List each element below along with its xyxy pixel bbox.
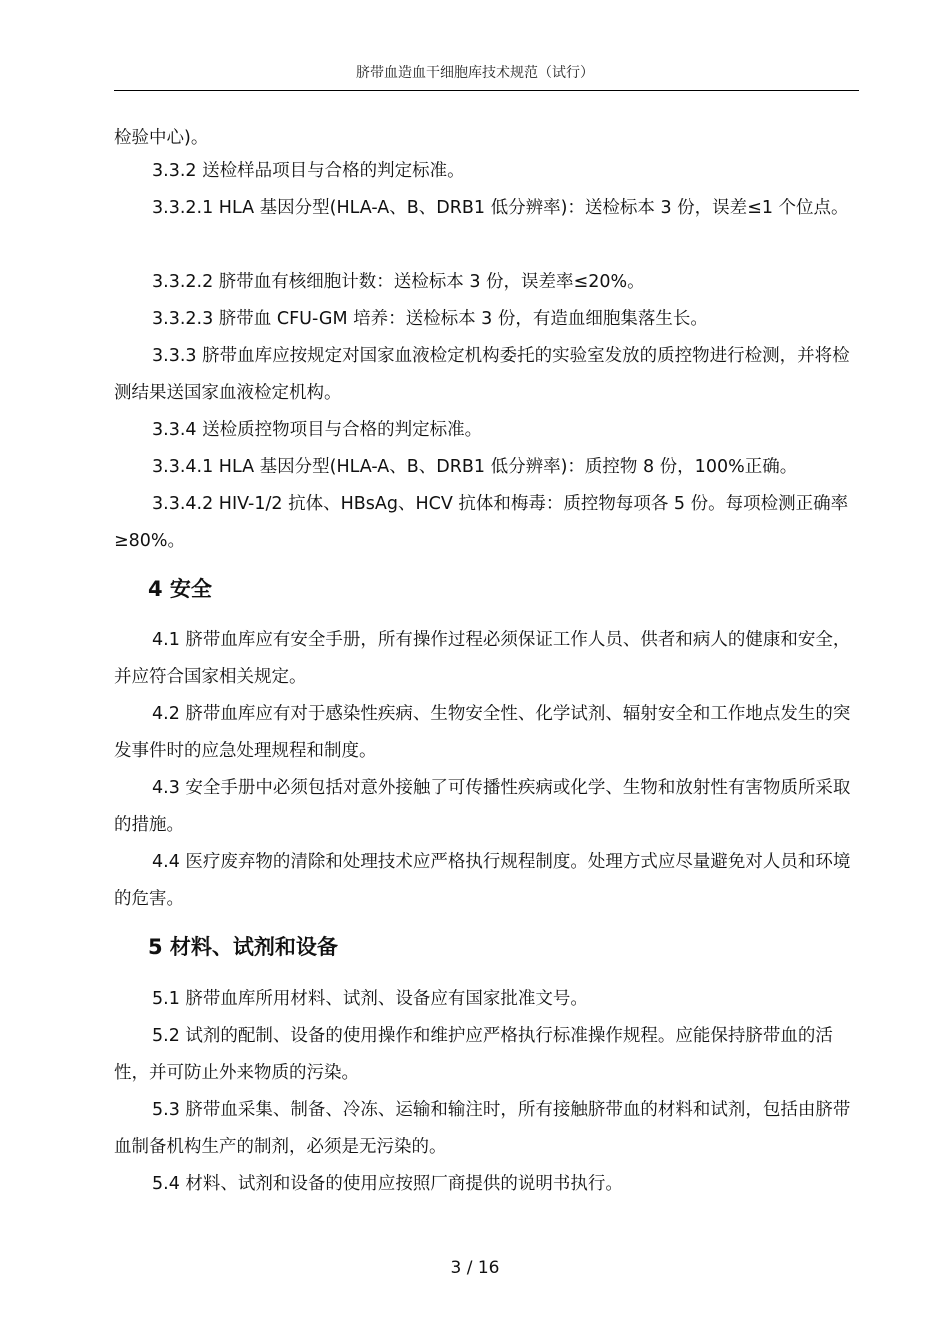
page-number: 3 / 16 <box>450 1258 500 1278</box>
paragraph-3-3-2-3: 3.3.2.3 脐带血 CFU-GM 培养：送检标本 3 份，有造血细胞集落生长。 <box>152 309 708 329</box>
paragraph-3-3-4-1: 3.3.4.1 HLA 基因分型(HLA-A、B、DRB1 低分辨率)：质控物 8 份，100%正确。 <box>152 457 798 477</box>
paragraph-3-3-2-1: 3.3.2.1 HLA 基因分型(HLA-A、B、DRB1 低分辨率)：送检标本 3 份，误差≤1 个位点。 <box>152 198 849 218</box>
paragraph-3-3-2-2: 3.3.2.2 脐带血有核细胞计数：送检标本 3 份，误差率≤20%。 <box>152 272 645 292</box>
paragraph-3-3-2: 3.3.2 送检样品项目与合格的判定标准。 <box>152 161 465 181</box>
section-heading-safety: 4 安全 <box>148 577 212 601</box>
header-divider <box>114 90 859 91</box>
page-header-title: 脐带血造血干细胞库技术规范（试行） <box>356 65 594 81</box>
paragraph-4-1: 4.1 脐带血库应有安全手册，所有操作过程必须保证工作人员、供者和病人的健康和安全，并应符合国家相关规定。 <box>114 630 851 687</box>
paragraph-3-3-4: 3.3.4 送检质控物项目与合格的判定标准。 <box>152 420 483 440</box>
paragraph-5-4: 5.4 材料、试剂和设备的使用应按照厂商提供的说明书执行。 <box>152 1174 623 1194</box>
section-heading-materials: 5 材料、试剂和设备 <box>148 935 338 959</box>
paragraph-5-3: 5.3 脐带血采集、制备、冷冻、运输和输注时，所有接触脐带血的材料和试剂，包括由脐带血制备机构生产的制剂，必须是无污染的。 <box>114 1100 851 1157</box>
paragraph-continuation: 检验中心)。 <box>114 128 209 148</box>
paragraph-3-3-3: 3.3.3 脐带血库应按规定对国家血液检定机构委托的实验室发放的质控物进行检测，并将检测结果送国家血液检定机构。 <box>114 346 850 403</box>
paragraph-4-2: 4.2 脐带血库应有对于感染性疾病、生物安全性、化学试剂、辐射安全和工作地点发生的突发事件时的应急处理规程和制度。 <box>114 704 851 761</box>
paragraph-3-3-4-2: 3.3.4.2 HIV-1/2 抗体、HBsAg、HCV 抗体和梅毒：质控物每项各 5 份。每项检测正确率≥80%。 <box>114 494 849 551</box>
paragraph-4-4: 4.4 医疗废弃物的清除和处理技术应严格执行规程制度。处理方式应尽量避免对人员和环境的危害。 <box>114 852 851 909</box>
paragraph-5-2: 5.2 试剂的配制、设备的使用操作和维护应严格执行标准操作规程。应能保持脐带血的活性，并可防止外来物质的污染。 <box>114 1026 833 1083</box>
paragraph-4-3: 4.3 安全手册中必须包括对意外接触了可传播性疾病或化学、生物和放射性有害物质所采取的措施。 <box>114 778 851 835</box>
paragraph-5-1: 5.1 脐带血库所用材料、试剂、设备应有国家批准文号。 <box>152 989 588 1009</box>
